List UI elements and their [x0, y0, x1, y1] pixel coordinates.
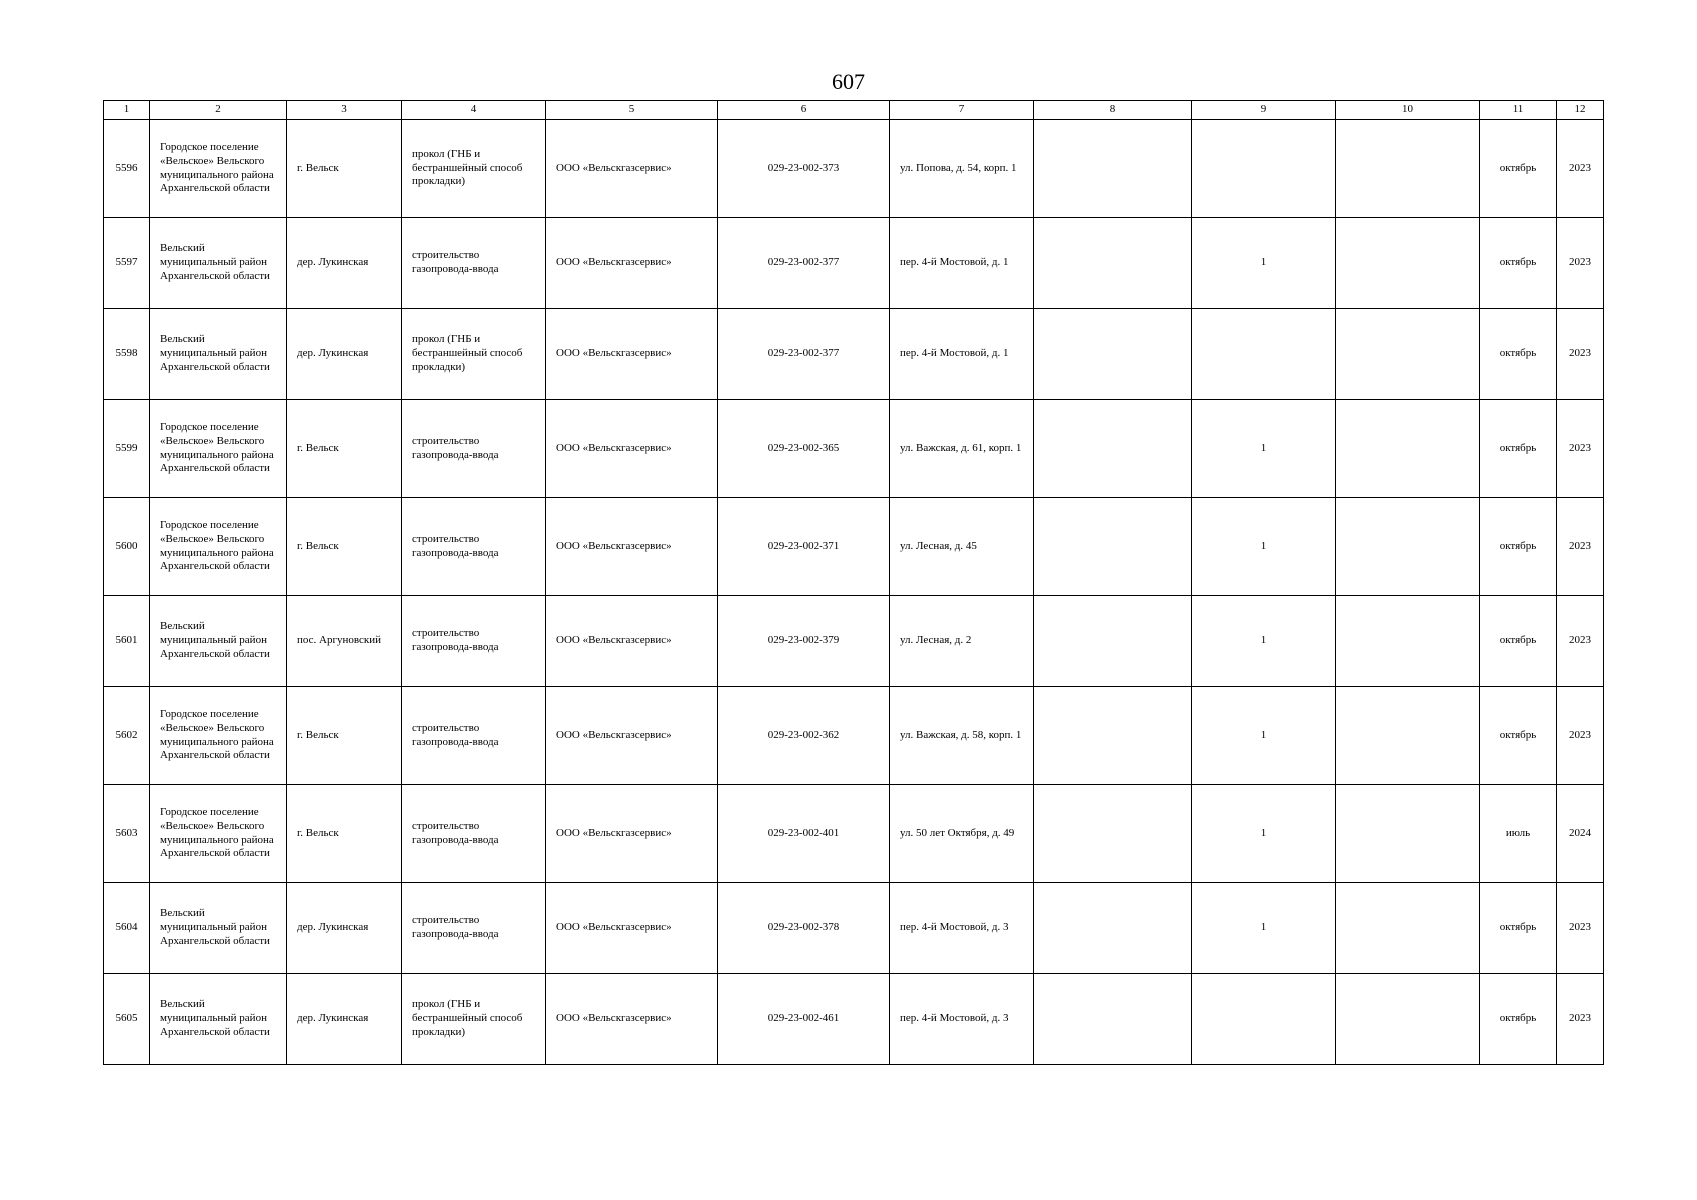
- col8-cell: [1034, 785, 1192, 883]
- municipality-cell: Городское поселение «Вельское» Вельского муниципального района Архангельской области: [150, 400, 287, 498]
- code-cell: 029-23-002-377: [718, 309, 890, 400]
- municipality-cell: Городское поселение «Вельское» Вельского муниципального района Архангельской области: [150, 498, 287, 596]
- register-table: [103, 100, 1604, 1065]
- settlement-cell: г. Вельск: [287, 498, 402, 596]
- year-cell: 2023: [1557, 120, 1604, 218]
- col9-cell: [1192, 120, 1336, 218]
- municipality-cell: Вельский муниципальный район Архангельской области: [150, 309, 287, 400]
- column-header: 11: [1480, 101, 1557, 120]
- settlement-cell: дер. Лукинская: [287, 883, 402, 974]
- row-number: 5604: [104, 883, 150, 974]
- work-type-cell: строительство газопровода-ввода: [402, 687, 546, 785]
- municipality-cell: Городское поселение «Вельское» Вельского муниципального района Архангельской области: [150, 687, 287, 785]
- column-header: 7: [890, 101, 1034, 120]
- table-row: [104, 974, 1604, 1065]
- col10-cell: [1336, 883, 1480, 974]
- code-cell: 029-23-002-365: [718, 400, 890, 498]
- row-number: 5602: [104, 687, 150, 785]
- month-cell: октябрь: [1480, 596, 1557, 687]
- work-type-cell: строительство газопровода-ввода: [402, 883, 546, 974]
- col9-cell: [1192, 974, 1336, 1065]
- work-type-cell: строительство газопровода-ввода: [402, 596, 546, 687]
- col8-cell: [1034, 883, 1192, 974]
- municipality-cell: Городское поселение «Вельское» Вельского муниципального района Архангельской области: [150, 120, 287, 218]
- col10-cell: [1336, 687, 1480, 785]
- column-header: 4: [402, 101, 546, 120]
- col9-cell: 1: [1192, 883, 1336, 974]
- row-number: 5597: [104, 218, 150, 309]
- work-type-cell: строительство газопровода-ввода: [402, 400, 546, 498]
- month-cell: октябрь: [1480, 218, 1557, 309]
- code-cell: 029-23-002-377: [718, 218, 890, 309]
- year-cell: 2023: [1557, 687, 1604, 785]
- column-header: 6: [718, 101, 890, 120]
- code-cell: 029-23-002-373: [718, 120, 890, 218]
- code-cell: 029-23-002-461: [718, 974, 890, 1065]
- organization-cell: ООО «Вельскгазсервис»: [546, 596, 718, 687]
- table-row: [104, 785, 1604, 883]
- year-cell: 2023: [1557, 218, 1604, 309]
- year-cell: 2023: [1557, 974, 1604, 1065]
- month-cell: октябрь: [1480, 883, 1557, 974]
- settlement-cell: пос. Аргуновский: [287, 596, 402, 687]
- col9-cell: 1: [1192, 785, 1336, 883]
- code-cell: 029-23-002-379: [718, 596, 890, 687]
- col8-cell: [1034, 120, 1192, 218]
- row-number: 5596: [104, 120, 150, 218]
- column-header: 10: [1336, 101, 1480, 120]
- organization-cell: ООО «Вельскгазсервис»: [546, 785, 718, 883]
- row-number: 5600: [104, 498, 150, 596]
- settlement-cell: дер. Лукинская: [287, 309, 402, 400]
- col10-cell: [1336, 309, 1480, 400]
- municipality-cell: Вельский муниципальный район Архангельской области: [150, 596, 287, 687]
- year-cell: 2023: [1557, 883, 1604, 974]
- code-cell: 029-23-002-371: [718, 498, 890, 596]
- municipality-cell: Вельский муниципальный район Архангельской области: [150, 883, 287, 974]
- row-number: 5599: [104, 400, 150, 498]
- column-header: 8: [1034, 101, 1192, 120]
- year-cell: 2023: [1557, 596, 1604, 687]
- organization-cell: ООО «Вельскгазсервис»: [546, 120, 718, 218]
- col10-cell: [1336, 596, 1480, 687]
- table-row: [104, 498, 1604, 596]
- table-row: [104, 400, 1604, 498]
- column-header: 3: [287, 101, 402, 120]
- table-row: [104, 883, 1604, 974]
- settlement-cell: дер. Лукинская: [287, 974, 402, 1065]
- organization-cell: ООО «Вельскгазсервис»: [546, 498, 718, 596]
- work-type-cell: прокол (ГНБ и бестраншейный способ прокладки): [402, 309, 546, 400]
- address-cell: ул. Попова, д. 54, корп. 1: [890, 120, 1034, 218]
- address-cell: ул. Лесная, д. 2: [890, 596, 1034, 687]
- organization-cell: ООО «Вельскгазсервис»: [546, 218, 718, 309]
- address-cell: пер. 4-й Мостовой, д. 3: [890, 974, 1034, 1065]
- code-cell: 029-23-002-362: [718, 687, 890, 785]
- year-cell: 2023: [1557, 498, 1604, 596]
- settlement-cell: г. Вельск: [287, 400, 402, 498]
- col8-cell: [1034, 596, 1192, 687]
- col9-cell: 1: [1192, 218, 1336, 309]
- work-type-cell: прокол (ГНБ и бестраншейный способ прокладки): [402, 974, 546, 1065]
- code-cell: 029-23-002-401: [718, 785, 890, 883]
- column-header: 2: [150, 101, 287, 120]
- municipality-cell: Вельский муниципальный район Архангельской области: [150, 218, 287, 309]
- year-cell: 2024: [1557, 785, 1604, 883]
- col8-cell: [1034, 498, 1192, 596]
- page-number: 607: [832, 69, 865, 94]
- work-type-cell: строительство газопровода-ввода: [402, 785, 546, 883]
- col8-cell: [1034, 309, 1192, 400]
- col10-cell: [1336, 400, 1480, 498]
- col9-cell: [1192, 309, 1336, 400]
- col8-cell: [1034, 974, 1192, 1065]
- work-type-cell: строительство газопровода-ввода: [402, 498, 546, 596]
- settlement-cell: г. Вельск: [287, 687, 402, 785]
- organization-cell: ООО «Вельскгазсервис»: [546, 883, 718, 974]
- col9-cell: 1: [1192, 400, 1336, 498]
- month-cell: октябрь: [1480, 974, 1557, 1065]
- col10-cell: [1336, 974, 1480, 1065]
- settlement-cell: г. Вельск: [287, 120, 402, 218]
- header-row: [104, 101, 1604, 120]
- year-cell: 2023: [1557, 309, 1604, 400]
- organization-cell: ООО «Вельскгазсервис»: [546, 687, 718, 785]
- organization-cell: ООО «Вельскгазсервис»: [546, 400, 718, 498]
- work-type-cell: прокол (ГНБ и бестраншейный способ прокладки): [402, 120, 546, 218]
- month-cell: июль: [1480, 785, 1557, 883]
- work-type-cell: строительство газопровода-ввода: [402, 218, 546, 309]
- month-cell: октябрь: [1480, 687, 1557, 785]
- col9-cell: 1: [1192, 687, 1336, 785]
- col10-cell: [1336, 498, 1480, 596]
- row-number: 5605: [104, 974, 150, 1065]
- row-number: 5601: [104, 596, 150, 687]
- address-cell: пер. 4-й Мостовой, д. 1: [890, 309, 1034, 400]
- address-cell: ул. Важская, д. 58, корп. 1: [890, 687, 1034, 785]
- settlement-cell: дер. Лукинская: [287, 218, 402, 309]
- column-header: 9: [1192, 101, 1336, 120]
- column-header: 5: [546, 101, 718, 120]
- address-cell: ул. 50 лет Октября, д. 49: [890, 785, 1034, 883]
- address-cell: пер. 4-й Мостовой, д. 1: [890, 218, 1034, 309]
- table-row: [104, 596, 1604, 687]
- col8-cell: [1034, 687, 1192, 785]
- year-cell: 2023: [1557, 400, 1604, 498]
- column-header: 1: [104, 101, 150, 120]
- municipality-cell: Городское поселение «Вельское» Вельского муниципального района Архангельской области: [150, 785, 287, 883]
- address-cell: пер. 4-й Мостовой, д. 3: [890, 883, 1034, 974]
- municipality-cell: Вельский муниципальный район Архангельской области: [150, 974, 287, 1065]
- col8-cell: [1034, 400, 1192, 498]
- address-cell: ул. Лесная, д. 45: [890, 498, 1034, 596]
- table-row: [104, 120, 1604, 218]
- month-cell: октябрь: [1480, 120, 1557, 218]
- table-row: [104, 687, 1604, 785]
- col10-cell: [1336, 120, 1480, 218]
- column-header: 12: [1557, 101, 1604, 120]
- col8-cell: [1034, 218, 1192, 309]
- row-number: 5598: [104, 309, 150, 400]
- table-row: [104, 309, 1604, 400]
- col10-cell: [1336, 218, 1480, 309]
- address-cell: ул. Важская, д. 61, корп. 1: [890, 400, 1034, 498]
- month-cell: октябрь: [1480, 400, 1557, 498]
- month-cell: октябрь: [1480, 498, 1557, 596]
- organization-cell: ООО «Вельскгазсервис»: [546, 974, 718, 1065]
- month-cell: октябрь: [1480, 309, 1557, 400]
- code-cell: 029-23-002-378: [718, 883, 890, 974]
- col10-cell: [1336, 785, 1480, 883]
- col9-cell: 1: [1192, 596, 1336, 687]
- settlement-cell: г. Вельск: [287, 785, 402, 883]
- col9-cell: 1: [1192, 498, 1336, 596]
- table-row: [104, 218, 1604, 309]
- organization-cell: ООО «Вельскгазсервис»: [546, 309, 718, 400]
- row-number: 5603: [104, 785, 150, 883]
